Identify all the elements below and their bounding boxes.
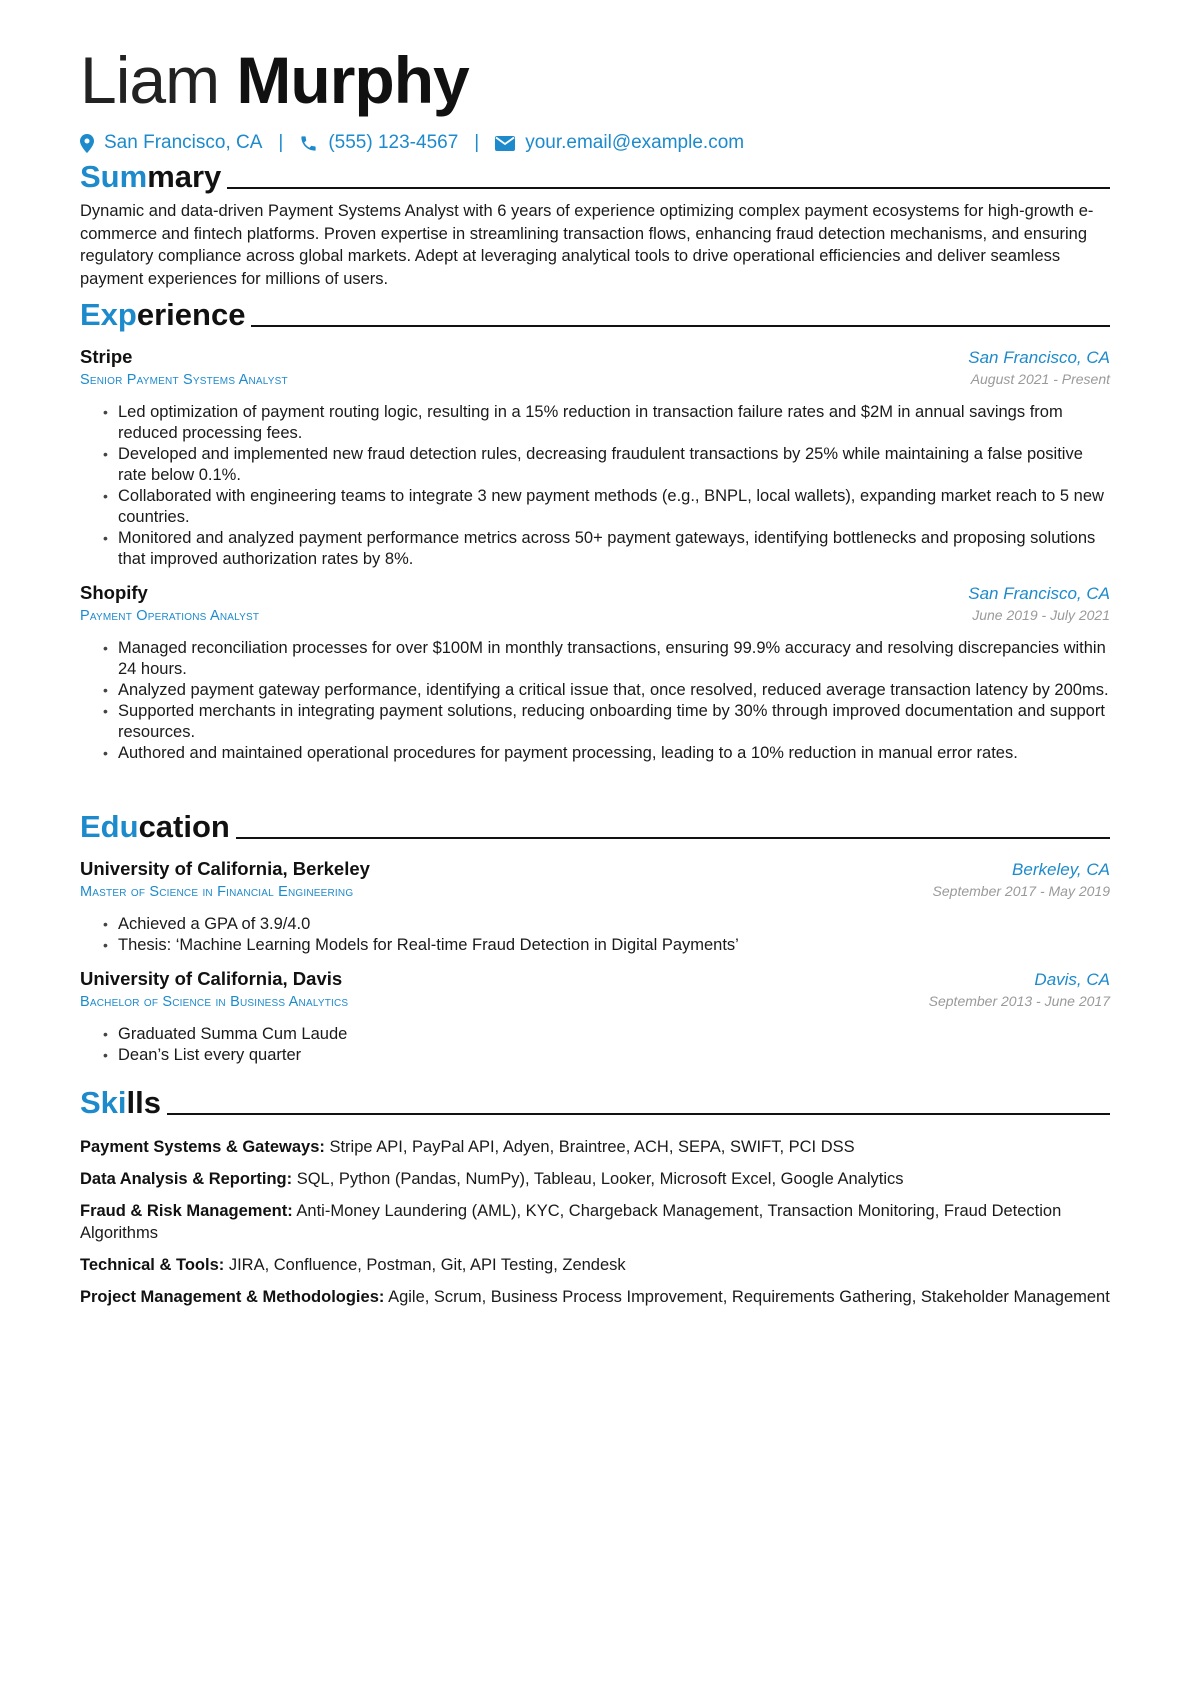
envelope-icon [495, 136, 515, 151]
entry-bullets [80, 638, 1110, 764]
list-item: • Analyzed payment gateway performance, identifying a critical issue that, once resolved, reduced average transaction latency by 200ms. [118, 680, 1110, 701]
section-rule [167, 1113, 1110, 1115]
phone-text: (555) 123-4567 [328, 132, 459, 153]
entry-role: Master of Science in Financial Engineering [80, 884, 354, 900]
entry-role: Bachelor of Science in Business Analytics [80, 994, 349, 1010]
email-text: your.email@example.com [525, 132, 745, 153]
contact-location [80, 132, 262, 154]
experience-entry [80, 346, 1110, 570]
list-item: • Supported merchants in integrating payment solutions, reducing onboarding time by 30% through improved documentation and support resources. [118, 701, 1110, 743]
entry-bullets [80, 1024, 1110, 1066]
list-item: • Collaborated with engineering teams to integrate 3 new payment methods (e.g., BNPL, local wallets), expanding market reach to 5 new countries. [118, 486, 1110, 528]
summary-text: Dynamic and data-driven Payment Systems Analyst with 6 years of experience optimizing complex payment ecosystems for high-growth e-commerce and fintech platforms. Proven expertise in streamlining transaction flows, enhancing fraud detection mechanisms, and ensuring regulatory compliance across global markets. Adept at leveraging analytical tools to drive operational efficiencies and deliver seamless payment experiences for millions of users. [80, 202, 1094, 288]
entry-organization: Shopify [80, 582, 148, 603]
skill-row: Payment Systems & Gateways: Stripe API, PayPal API, Adyen, Braintree, ACH, SEPA, SWIFT, PCI DSS [80, 1138, 855, 1156]
list-item: • Monitored and analyzed payment performance metrics across 50+ payment gateways, identifying bottlenecks and proposing solutions that improved authorization rates by 8%. [118, 528, 1110, 570]
entry-organization: University of California, Berkeley [80, 858, 370, 879]
section-title: Summary [80, 156, 1110, 196]
section-title: Skills [80, 1082, 1110, 1122]
skill-row: Project Management & Methodologies: Agile, Scrum, Business Process Improvement, Requirements Gathering, Stakeholder Management [80, 1288, 1110, 1306]
contact-line [80, 132, 744, 154]
section-title: Experience [80, 294, 1110, 334]
entry-dates: June 2019 - July 2021 [972, 607, 1110, 623]
skill-row: Technical & Tools: JIRA, Confluence, Postman, Git, API Testing, Zendesk [80, 1256, 626, 1274]
section-title: Education [80, 806, 1110, 846]
summary-section [80, 156, 1110, 290]
section-rule [251, 325, 1110, 327]
skill-row: Data Analysis & Reporting: SQL, Python (Pandas, NumPy), Tableau, Looker, Microsoft Excel, Google Analytics [80, 1170, 904, 1188]
skill-row: Fraud & Risk Management: Anti-Money Laundering (AML), KYC, Chargeback Management, Transaction Monitoring, Fraud Detection Algorithms [80, 1202, 1062, 1242]
map-pin-icon [80, 134, 94, 153]
list-item: • Developed and implemented new fraud detection rules, decreasing fraudulent transactions by 25% while maintaining a false positive rate below 0.1%. [118, 444, 1110, 486]
list-item: • Achieved a GPA of 3.9/4.0 [118, 914, 1110, 935]
location-text: San Francisco, CA [104, 132, 263, 153]
entry-bullets [80, 402, 1110, 570]
list-item: • Graduated Summa Cum Laude [118, 1024, 1110, 1045]
candidate-name [80, 40, 469, 120]
entry-location: San Francisco, CA [968, 348, 1110, 367]
entry-role: Payment Operations Analyst [80, 608, 260, 624]
entry-dates: August 2021 - Present [970, 371, 1110, 387]
education-section [80, 806, 1110, 1066]
list-item: • Led optimization of payment routing logic, resulting in a 15% reduction in transaction failure rates and $2M in annual savings from reduced processing fees. [118, 402, 1110, 444]
contact-separator: | [278, 132, 284, 153]
entry-role: Senior Payment Systems Analyst [80, 372, 288, 388]
section-rule [227, 187, 1110, 189]
skills-section [80, 1082, 1110, 1308]
list-item: • Managed reconciliation processes for over $100M in monthly transactions, ensuring 99.9% accuracy and resolving discrepancies within 24 hours. [118, 638, 1110, 680]
list-item: • Thesis: ‘Machine Learning Models for Real-time Fraud Detection in Digital Payments’ [118, 935, 1110, 956]
experience-section [80, 294, 1110, 764]
entry-organization: Stripe [80, 346, 133, 367]
list-item: • Authored and maintained operational procedures for payment processing, leading to a 10% reduction in manual error rates. [118, 743, 1110, 764]
phone-icon [299, 134, 318, 153]
last-name: Murphy [236, 43, 469, 117]
contact-separator: | [474, 132, 480, 153]
entry-organization: University of California, Davis [80, 968, 343, 989]
entry-dates: September 2017 - May 2019 [932, 883, 1110, 899]
entry-dates: September 2013 - June 2017 [928, 993, 1110, 1009]
section-rule [236, 837, 1110, 839]
entry-bullets [80, 914, 1110, 956]
first-name: Liam [80, 43, 220, 117]
list-item: • Dean’s List every quarter [118, 1045, 1110, 1066]
education-entry [80, 858, 1110, 956]
entry-location: San Francisco, CA [968, 584, 1110, 603]
contact-email[interactable] [495, 132, 744, 154]
entry-location: Berkeley, CA [1012, 860, 1110, 879]
entry-location: Davis, CA [1034, 970, 1110, 989]
education-entry [80, 968, 1110, 1066]
experience-entry [80, 582, 1110, 764]
contact-phone[interactable] [299, 132, 458, 154]
